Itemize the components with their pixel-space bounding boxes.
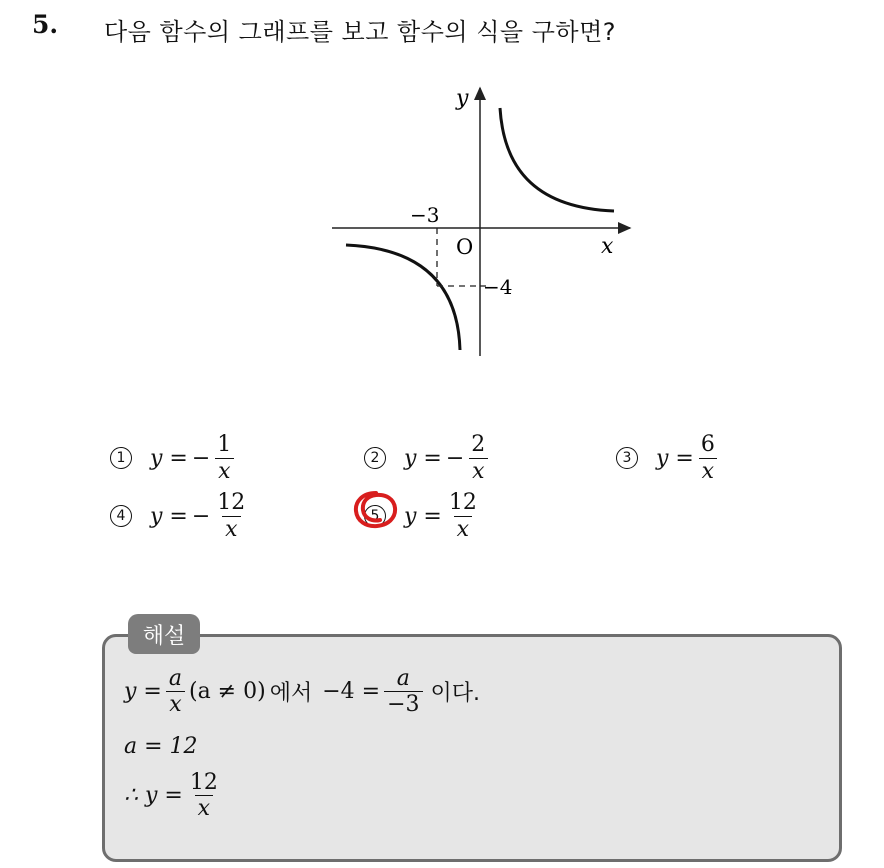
- fraction-denominator: −3: [384, 691, 422, 717]
- question-text: 다음 함수의 그래프를 보고 함수의 식을 구하면?: [104, 18, 617, 46]
- y-mark-label: −4: [483, 275, 513, 299]
- choice-3[interactable]: [616, 428, 722, 488]
- fraction-numerator: a: [396, 666, 410, 691]
- choice-lhs: y =: [656, 445, 694, 471]
- solution-word-eseo: 에서: [269, 681, 313, 707]
- question-number: 5.: [32, 10, 59, 39]
- fraction-denominator: x: [222, 516, 240, 542]
- solution-line-1: [124, 666, 480, 718]
- choice-fraction: [214, 432, 234, 484]
- choice-sign: −: [445, 445, 465, 471]
- fraction-denominator: x: [215, 458, 233, 484]
- hyperbola-graph: [320, 78, 640, 368]
- choice-marker-1: 1: [110, 447, 132, 469]
- solution-fraction-a-over-minus3: [384, 666, 422, 718]
- fraction-denominator: x: [699, 458, 717, 484]
- solution-fraction-a-over-x: [166, 666, 185, 718]
- choice-lhs: y =: [404, 445, 442, 471]
- fraction-numerator: a: [168, 666, 182, 691]
- solution-tab: 해설: [128, 614, 200, 654]
- curve-third-quadrant: [346, 245, 460, 350]
- choice-sign: −: [191, 445, 211, 471]
- choice-lhs: y =: [404, 503, 442, 529]
- origin-label: O: [456, 235, 474, 259]
- choice-marker-3: 3: [616, 447, 638, 469]
- fraction-numerator: 12: [448, 490, 477, 516]
- solution-line-2: a = 12: [124, 734, 198, 759]
- fraction-denominator: x: [454, 516, 472, 542]
- choice-fraction: [698, 432, 718, 484]
- choice-fraction: [214, 490, 248, 542]
- fraction-denominator: x: [469, 458, 487, 484]
- choice-lhs: y =: [150, 445, 188, 471]
- choice-lhs: y =: [150, 503, 188, 529]
- answer-circle-mark: [352, 489, 400, 531]
- fraction-numerator: 12: [189, 770, 218, 795]
- fraction-numerator: 12: [217, 490, 246, 516]
- solution-lhs: y =: [124, 679, 162, 705]
- fraction-denominator: x: [166, 691, 184, 717]
- fraction-denominator: x: [195, 795, 213, 821]
- solution-fraction-12-over-x: [187, 770, 221, 822]
- y-axis-label: y: [456, 86, 469, 111]
- solution-condition: (a ≠ 0): [188, 679, 266, 705]
- choice-fraction: [446, 490, 480, 542]
- solution-equation-mid: −4 =: [322, 679, 381, 705]
- fraction-numerator: 1: [217, 432, 232, 458]
- fraction-numerator: 2: [471, 432, 486, 458]
- choice-marker-5: 5: [364, 505, 386, 527]
- choice-fraction: [468, 432, 488, 484]
- choice-marker-4: 4: [110, 505, 132, 527]
- x-mark-label: −3: [410, 203, 440, 227]
- solution-conclusion-lhs: ∴ y =: [124, 783, 183, 809]
- fraction-numerator: 6: [700, 432, 715, 458]
- curve-first-quadrant: [500, 108, 614, 211]
- choice-1[interactable]: [110, 428, 238, 488]
- choice-4[interactable]: [110, 486, 252, 546]
- choice-sign: −: [191, 503, 211, 529]
- solution-word-ida: 이다.: [430, 681, 480, 707]
- x-axis-label: x: [601, 234, 614, 259]
- choice-2[interactable]: [364, 428, 492, 488]
- choice-marker-2: 2: [364, 447, 386, 469]
- solution-line-3: [124, 770, 225, 822]
